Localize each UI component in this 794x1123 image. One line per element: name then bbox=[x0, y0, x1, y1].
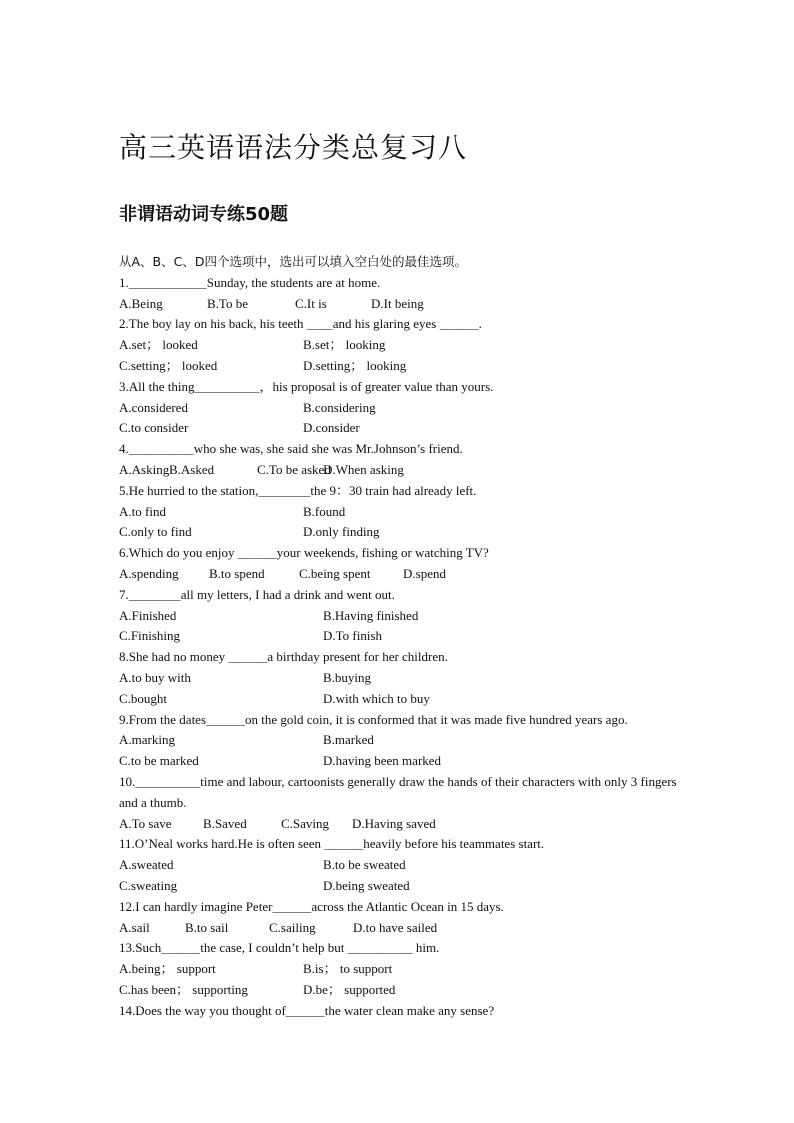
option-row bbox=[119, 418, 684, 439]
option-row bbox=[119, 980, 684, 1001]
answer-option: D.To finish bbox=[323, 628, 383, 644]
answer-option: A.being； support bbox=[119, 961, 216, 977]
answer-option: C.setting； looked bbox=[119, 357, 218, 373]
option-row bbox=[119, 460, 684, 481]
question-stem: 5.He hurried to the station,＿＿＿＿the 9：30 train had already left. bbox=[119, 482, 477, 498]
answer-option: C.sailing bbox=[269, 919, 316, 935]
answer-option: A.Being bbox=[119, 295, 163, 311]
option-row bbox=[119, 730, 684, 751]
option-row bbox=[119, 668, 684, 689]
answer-option: B.is； to support bbox=[303, 961, 393, 977]
option-row bbox=[119, 959, 684, 980]
answer-option: B.Having finished bbox=[323, 607, 419, 623]
option-row bbox=[119, 814, 684, 835]
answer-option: A.considered bbox=[119, 399, 188, 415]
answer-option: C.bought bbox=[119, 690, 168, 706]
question-stem: 3.All the thing＿＿＿＿＿，his proposal is of greater value than yours. bbox=[119, 378, 494, 394]
option-row bbox=[119, 335, 684, 356]
answer-option: A.To save bbox=[119, 815, 172, 831]
option-row bbox=[119, 564, 684, 585]
question-stem: 14.Does the way you thought of＿＿＿the water clean make any sense? bbox=[119, 1002, 495, 1018]
option-row bbox=[119, 356, 684, 377]
answer-option: B.Saved bbox=[203, 815, 247, 831]
answer-option: D.being sweated bbox=[323, 877, 410, 893]
answer-option: D.When asking bbox=[323, 461, 404, 477]
option-row bbox=[119, 689, 684, 710]
answer-option: B.considering bbox=[303, 399, 376, 415]
answer-option: A.to find bbox=[119, 503, 166, 519]
question-stem: 10.＿＿＿＿＿time and labour, cartoonists generally draw the hands of their characters with only 3 fingers and a thumb. bbox=[119, 773, 677, 810]
answer-option: A.Finished bbox=[119, 607, 177, 623]
answer-option: D.setting； looking bbox=[303, 357, 407, 373]
question-stem: 9.From the dates＿＿＿on the gold coin, it is conformed that it was made five hundred years ago. bbox=[119, 711, 628, 727]
section-subtitle: 非谓语动词专练50题 bbox=[119, 204, 289, 225]
question-list bbox=[119, 273, 684, 1022]
instruction-text: 从A、B、C、D四个选项中，选出可以填入空白处的最佳选项。 bbox=[119, 254, 467, 269]
question-stem: 12.I can hardly imagine Peter＿＿＿across the Atlantic Ocean in 15 days. bbox=[119, 898, 504, 914]
option-row bbox=[119, 855, 684, 876]
answer-option: D.Having saved bbox=[352, 815, 436, 831]
answer-option: B.found bbox=[303, 503, 346, 519]
answer-option: B.to sail bbox=[185, 919, 229, 935]
answer-option: C.being spent bbox=[299, 565, 371, 581]
answer-option: A.Asking bbox=[119, 461, 170, 477]
question-stem: 8.She had no money ＿＿＿a birthday present for her children. bbox=[119, 649, 448, 665]
answer-option: C.has been； supporting bbox=[119, 981, 248, 997]
question-stem: 7.＿＿＿＿all my letters, I had a drink and went out. bbox=[119, 586, 395, 602]
answer-option: A.to buy with bbox=[119, 669, 191, 685]
answer-option: C.only to find bbox=[119, 524, 192, 540]
option-row bbox=[119, 751, 684, 772]
answer-option: C.It is bbox=[295, 295, 327, 311]
answer-option: B.set； looking bbox=[303, 337, 386, 353]
option-row bbox=[119, 502, 684, 523]
option-row bbox=[119, 876, 684, 897]
answer-option: C.Finishing bbox=[119, 628, 181, 644]
answer-option: C.to consider bbox=[119, 420, 189, 436]
option-row bbox=[119, 606, 684, 627]
answer-option: A.sail bbox=[119, 919, 150, 935]
question-stem: 13.Such＿＿＿the case, I couldn’t help but ＿＿＿＿＿ him. bbox=[119, 940, 440, 956]
option-row bbox=[119, 398, 684, 419]
answer-option: D.only finding bbox=[303, 524, 380, 540]
answer-option: A.set； looked bbox=[119, 337, 198, 353]
answer-option: D.consider bbox=[303, 420, 360, 436]
answer-option: D.It being bbox=[371, 295, 424, 311]
question-stem: 6.Which do you enjoy ＿＿＿your weekends, fishing or watching TV? bbox=[119, 545, 489, 561]
answer-option: C.Saving bbox=[281, 815, 330, 831]
answer-option: B.To be bbox=[207, 295, 248, 311]
answer-option: A.marking bbox=[119, 732, 175, 748]
answer-option: D.with which to buy bbox=[323, 690, 430, 706]
answer-option: B.to be sweated bbox=[323, 857, 406, 873]
option-row bbox=[119, 626, 684, 647]
answer-option: B.to spend bbox=[209, 565, 265, 581]
answer-option: C.to be marked bbox=[119, 753, 199, 769]
exercise-list bbox=[119, 252, 684, 1021]
answer-option: A.spending bbox=[119, 565, 179, 581]
option-row bbox=[119, 294, 684, 315]
answer-option: D.having been marked bbox=[323, 753, 442, 769]
answer-option: C.To be asked bbox=[257, 461, 331, 477]
question-stem: 4.＿＿＿＿＿who she was, she said she was Mr.Johnson’s friend. bbox=[119, 441, 463, 457]
answer-option: B.Asked bbox=[169, 461, 215, 477]
question-stem: 1.＿＿＿＿＿＿Sunday, the students are at home. bbox=[119, 274, 381, 290]
answer-option: B.buying bbox=[323, 669, 372, 685]
answer-option: B.marked bbox=[323, 732, 374, 748]
answer-option: A.sweated bbox=[119, 857, 174, 873]
option-row bbox=[119, 918, 684, 939]
answer-option: D.spend bbox=[403, 565, 446, 581]
question-stem: 2.The boy lay on his back, his teeth ＿＿and his glaring eyes ＿＿＿. bbox=[119, 316, 482, 332]
page-title: 高三英语语法分类总复习八 bbox=[119, 131, 468, 164]
option-row bbox=[119, 522, 684, 543]
question-stem: 11.O’Neal works hard.He is often seen ＿＿＿heavily before his teammates start. bbox=[119, 836, 545, 852]
answer-option: D.to have sailed bbox=[353, 919, 438, 935]
answer-option: C.sweating bbox=[119, 877, 178, 893]
answer-option: D.be； supported bbox=[303, 981, 396, 997]
